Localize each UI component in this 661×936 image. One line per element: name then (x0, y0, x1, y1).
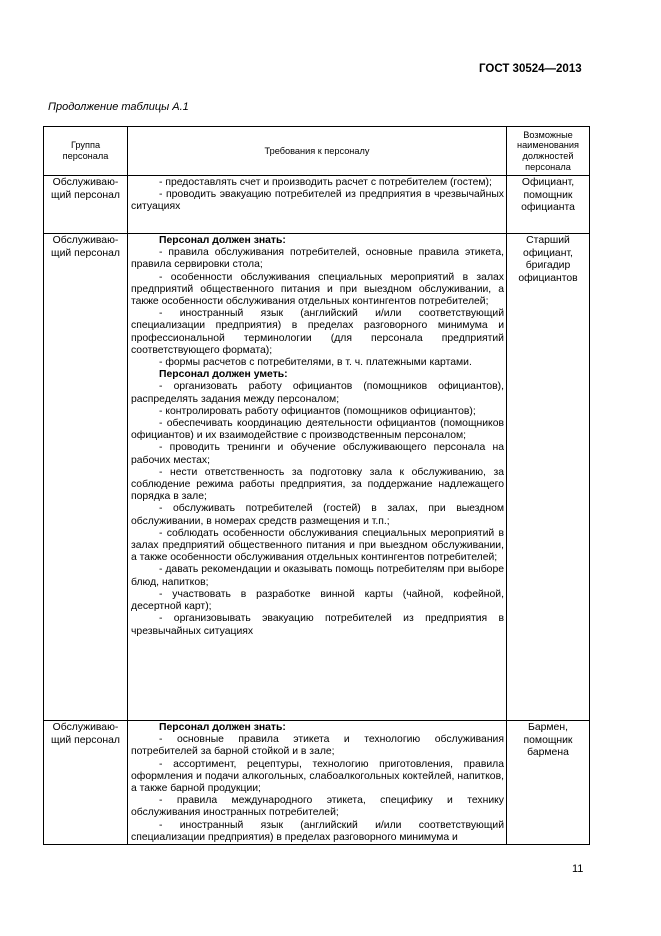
requirements-cell (128, 234, 507, 721)
personnel-group-cell: Обслуживаю-щий персонал (44, 234, 128, 721)
table-row (44, 176, 590, 234)
column-header-positions: Возможные наименования должностей персонала (507, 127, 590, 176)
requirement-heading: Персонал должен знать: (159, 235, 286, 246)
requirement-item: - основные правила этикета и технологию обслуживания потребителей за барной стойкой и в зале; (131, 734, 504, 758)
table-row (44, 234, 590, 721)
requirements-cell (128, 721, 507, 845)
requirement-item: - соблюдать особенности обслуживания специальных мероприятий в залах предприятий общественного питания и при выездном обслуживании, а также особенности обслуживания отдельных контингентов потребителей; (131, 527, 504, 564)
standard-number: ГОСТ 30524—2013 (479, 63, 582, 75)
requirement-item: - обслуживать потребителей (гостей) в залах, при выездном обслуживании, в номерах средств размещения и т.п.; (131, 503, 504, 527)
requirement-item: - предоставлять счет и производить расчет с потребителем (гостем); (159, 177, 492, 188)
requirement-item: - проводить эвакуацию потребителей из предприятия в чрезвычайных ситуациях (131, 189, 504, 213)
table-row (44, 721, 590, 845)
positions-cell: Бармен, помощник бармена (507, 721, 590, 845)
requirement-item: - правила обслуживания потребителей, основные правила этикета, правила сервировки стола; (131, 247, 504, 271)
requirement-item: - давать рекомендации и оказывать помощь потребителям при выборе блюд, напитков; (131, 564, 504, 588)
requirements-table (43, 126, 590, 845)
personnel-group-cell: Обслуживаю-щий персонал (44, 176, 128, 234)
table-caption: Продолжение таблицы А.1 (48, 101, 189, 113)
requirement-item: - организовать работу официантов (помощников официантов), распределять задания между персоналом; (131, 381, 504, 405)
positions-cell: Старший официант, бригадир официантов (507, 234, 590, 721)
requirement-heading: Персонал должен уметь: (159, 369, 288, 381)
requirement-item: - иностранный язык (английский и/или соответствующий специализации предприятия) в пределах разговорного минимума и (131, 819, 504, 843)
requirement-item: - участвовать в разработке винной карты (чайной, кофейной, десертной карт); (131, 588, 504, 613)
requirements-cell (128, 176, 507, 234)
requirement-item: - нести ответственность за подготовку зала к обслуживанию, за соблюдение режима работы предприятия, за поддержание надлежащего порядка в зале; (131, 466, 504, 503)
requirement-heading: Персонал должен знать: (159, 722, 286, 733)
requirement-item: - контролировать работу официантов (помощников официантов); (159, 405, 476, 417)
column-header-requirements: Требования к персоналу (128, 127, 507, 176)
requirement-item: - организовывать эвакуацию потребителей из предприятия в чрезвычайных ситуациях (131, 613, 504, 637)
requirement-item: - формы расчетов с потребителями, в т. ч. платежными картами. (159, 357, 472, 369)
requirement-item: - ассортимент, рецептуры, технологию приготовления, правила оформления и подачи алкогольных, слабоалкогольных коктейлей, напитков, а также барной продукции; (131, 758, 504, 795)
requirement-item: - особенности обслуживания специальных мероприятий в залах предприятий общественного питания и при выездном обслуживании, а также особенности обслуживания отдельных контингентов потребителей; (131, 271, 504, 308)
positions-cell: Официант, помощник официанта (507, 176, 590, 234)
table-header-row (44, 127, 590, 176)
requirement-item: - обеспечивать координацию деятельности официантов (помощников официантов) и их взаимодействие с производственным персоналом; (131, 418, 504, 442)
requirement-item: - правила международного этикета, специфику и технику обслуживания иностранных потребителей; (131, 795, 504, 819)
personnel-group-cell: Обслуживаю-щий персонал (44, 721, 128, 845)
requirement-item: - проводить тренинги и обучение обслуживающего персонала на рабочих местах; (131, 442, 504, 466)
page-number: 11 (572, 863, 584, 875)
column-header-group: Группа персонала (44, 127, 128, 176)
requirement-item: - иностранный язык (английский и/или соответствующий специализации предприятия) в пределах разговорного минимума и профессиональной терминологии (для персонала предприятий соответствующего формата); (131, 308, 504, 356)
